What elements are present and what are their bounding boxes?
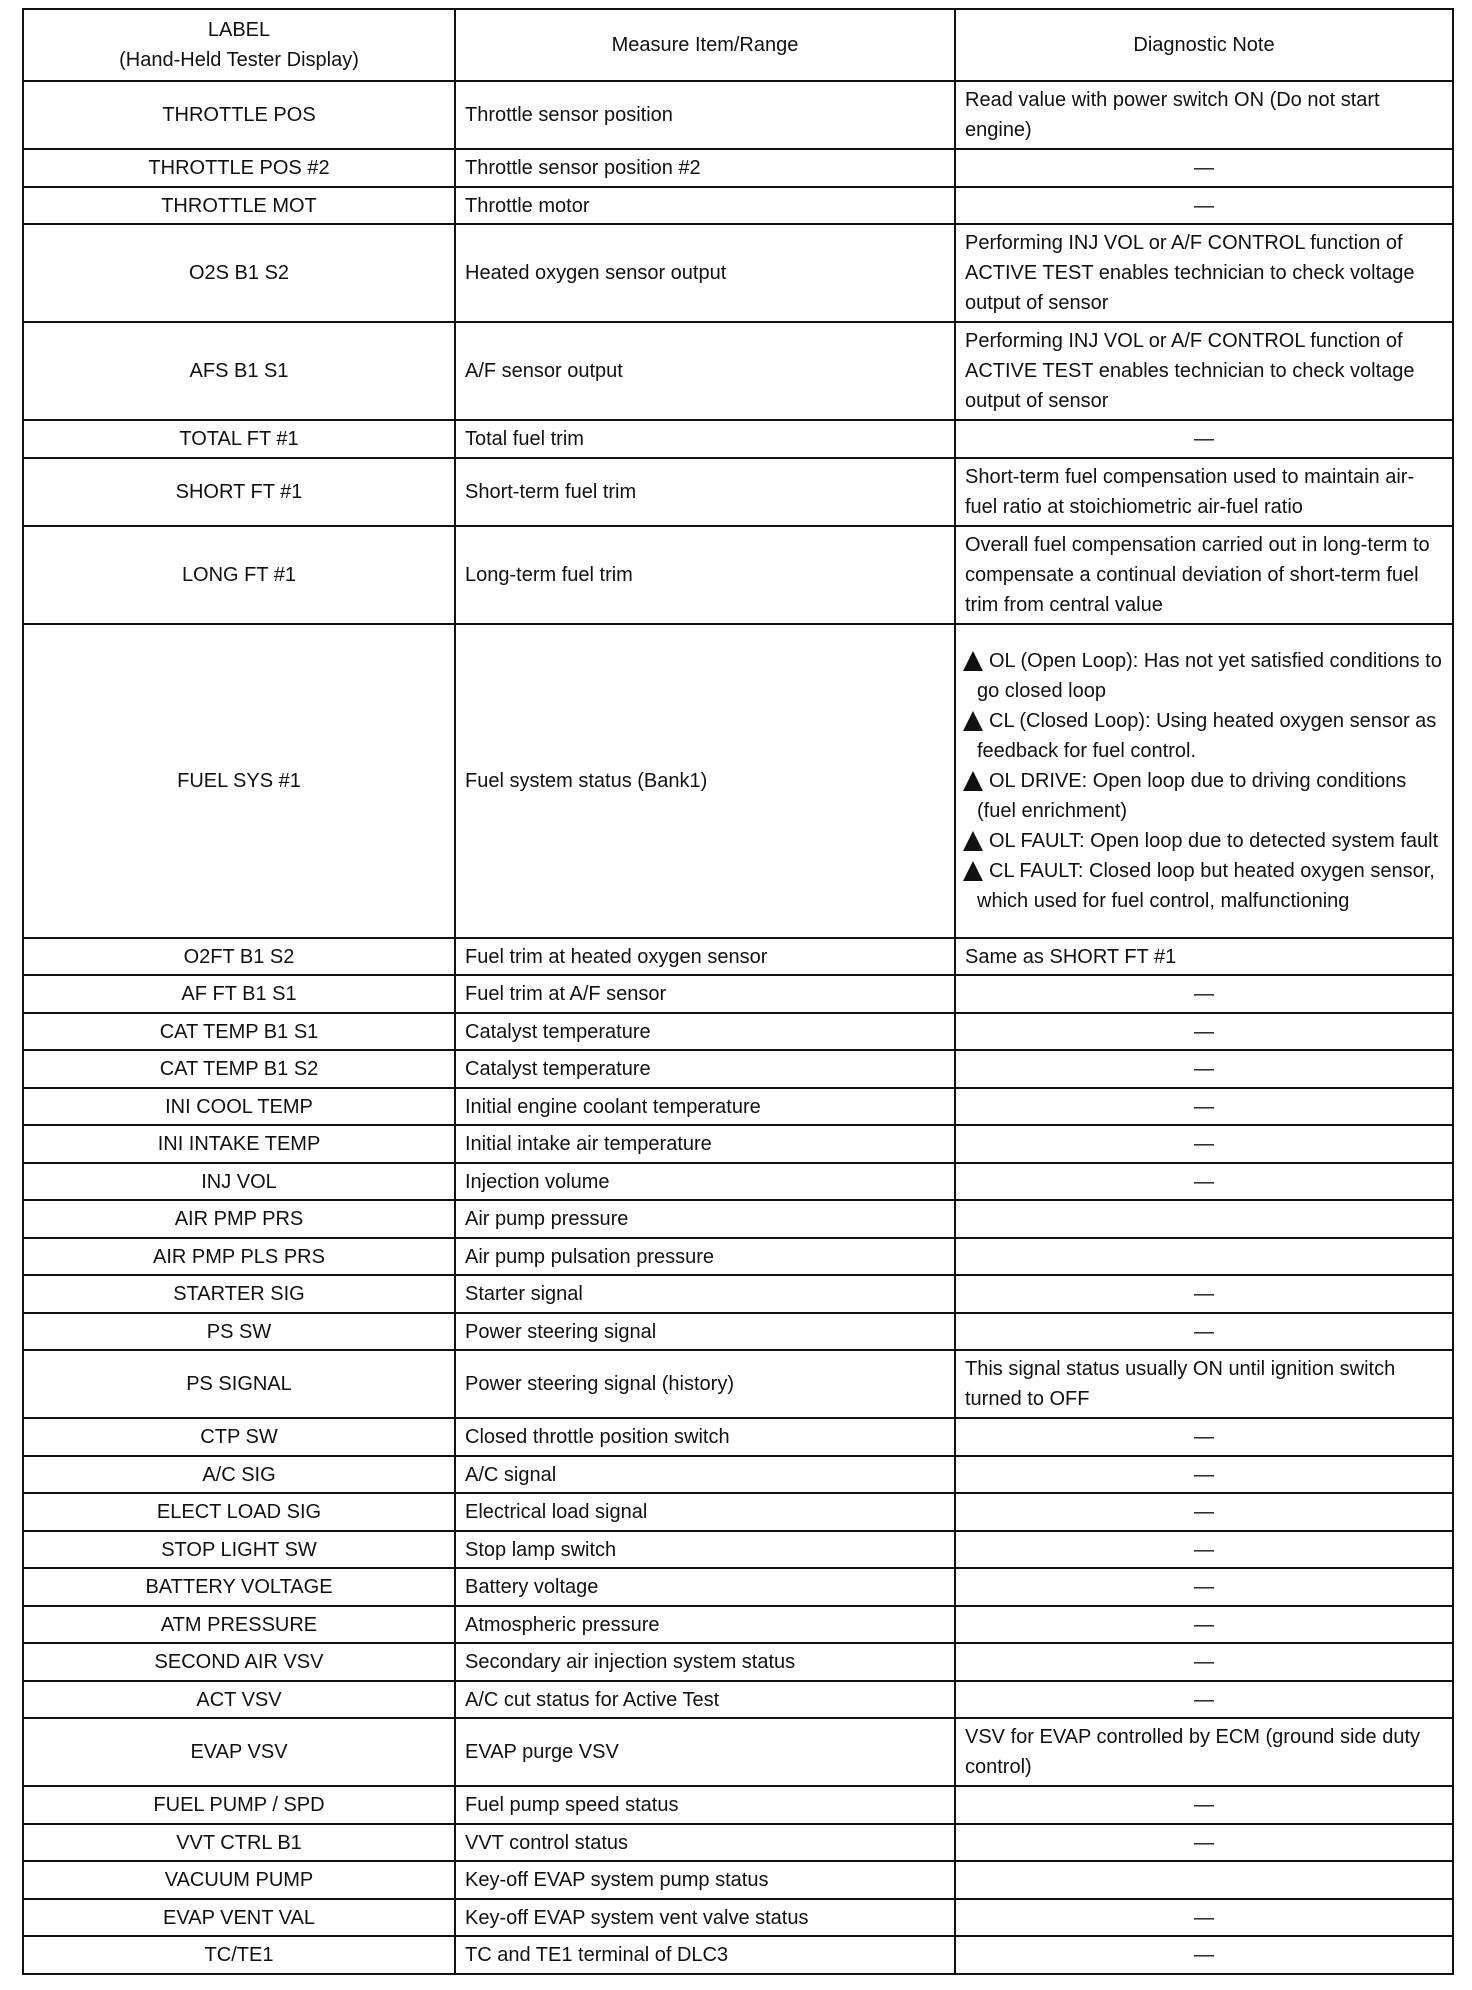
note-cell: — bbox=[955, 1786, 1453, 1824]
triangle-bullet-icon bbox=[963, 771, 983, 791]
measure-column-header: Measure Item/Range bbox=[455, 9, 955, 81]
note-column-header: Diagnostic Note bbox=[955, 9, 1453, 81]
note-cell: Performing INJ VOL or A/F CONTROL function of ACTIVE TEST enables technician to check voltage output of sensor bbox=[955, 224, 1453, 322]
note-cell: — bbox=[955, 1050, 1453, 1088]
label-cell: STARTER SIG bbox=[23, 1275, 455, 1313]
label-cell: PS SIGNAL bbox=[23, 1350, 455, 1418]
label-cell: AFS B1 S1 bbox=[23, 322, 455, 420]
label-cell: PS SW bbox=[23, 1313, 455, 1350]
measure-cell: Long-term fuel trim bbox=[455, 526, 955, 624]
table-row bbox=[23, 322, 1453, 420]
measure-cell: Catalyst temperature bbox=[455, 1050, 955, 1088]
label-cell: ELECT LOAD SIG bbox=[23, 1493, 455, 1531]
label-column-header bbox=[23, 9, 455, 81]
label-cell: ATM PRESSURE bbox=[23, 1606, 455, 1643]
label-cell: THROTTLE POS bbox=[23, 81, 455, 149]
measure-cell: EVAP purge VSV bbox=[455, 1718, 955, 1786]
table-row bbox=[23, 1861, 1453, 1899]
measure-cell: Fuel trim at heated oxygen sensor bbox=[455, 938, 955, 975]
measure-cell: VVT control status bbox=[455, 1824, 955, 1861]
triangle-bullet-icon bbox=[963, 861, 983, 881]
note-cell bbox=[955, 1200, 1453, 1238]
label-cell: O2S B1 S2 bbox=[23, 224, 455, 322]
note-cell: — bbox=[955, 1313, 1453, 1350]
fuel-status-item bbox=[965, 826, 1443, 856]
label-cell: TC/TE1 bbox=[23, 1936, 455, 1974]
measure-cell: A/C signal bbox=[455, 1456, 955, 1493]
note-cell: — bbox=[955, 1456, 1453, 1493]
note-cell bbox=[955, 624, 1453, 938]
note-cell: Overall fuel compensation carried out in long-term to compensate a continual deviation of short-term fuel trim from central value bbox=[955, 526, 1453, 624]
label-cell: O2FT B1 S2 bbox=[23, 938, 455, 975]
note-cell: — bbox=[955, 1088, 1453, 1125]
note-cell: — bbox=[955, 1643, 1453, 1681]
note-cell: — bbox=[955, 1568, 1453, 1606]
note-cell: — bbox=[955, 975, 1453, 1013]
table-row bbox=[23, 1824, 1453, 1861]
label-header-line1: LABEL bbox=[207, 19, 271, 41]
label-cell: CAT TEMP B1 S1 bbox=[23, 1013, 455, 1050]
measure-cell: TC and TE1 terminal of DLC3 bbox=[455, 1936, 955, 1974]
measure-cell: Electrical load signal bbox=[455, 1493, 955, 1531]
table-row bbox=[23, 81, 1453, 149]
table-row bbox=[23, 1681, 1453, 1718]
fuel-status-item bbox=[965, 766, 1443, 826]
table-row bbox=[23, 1313, 1453, 1350]
label-cell: SECOND AIR VSV bbox=[23, 1643, 455, 1681]
measure-cell: Air pump pulsation pressure bbox=[455, 1238, 955, 1275]
table-row bbox=[23, 1050, 1453, 1088]
measure-cell: Fuel system status (Bank1) bbox=[455, 624, 955, 938]
note-cell: — bbox=[955, 1418, 1453, 1456]
measure-cell: Secondary air injection system status bbox=[455, 1643, 955, 1681]
fuel-status-item bbox=[965, 646, 1443, 706]
table-row bbox=[23, 420, 1453, 458]
measure-cell: Initial engine coolant temperature bbox=[455, 1088, 955, 1125]
fuel-status-text: CL (Closed Loop): Using heated oxygen sensor as feedback for fuel control. bbox=[977, 710, 1437, 762]
table-row bbox=[23, 624, 1453, 938]
measure-cell: Throttle motor bbox=[455, 187, 955, 224]
table-row bbox=[23, 1456, 1453, 1493]
table-row bbox=[23, 1786, 1453, 1824]
label-cell: EVAP VSV bbox=[23, 1718, 455, 1786]
label-cell: THROTTLE POS #2 bbox=[23, 149, 455, 187]
table-row bbox=[23, 1718, 1453, 1786]
table-row bbox=[23, 1418, 1453, 1456]
measure-cell: Key-off EVAP system vent valve status bbox=[455, 1899, 955, 1936]
note-cell: — bbox=[955, 1681, 1453, 1718]
measure-cell: Injection volume bbox=[455, 1163, 955, 1200]
note-cell: Performing INJ VOL or A/F CONTROL function of ACTIVE TEST enables technician to check voltage output of sensor bbox=[955, 322, 1453, 420]
table-row bbox=[23, 224, 1453, 322]
table-row bbox=[23, 975, 1453, 1013]
table-row bbox=[23, 1531, 1453, 1568]
table-row bbox=[23, 1013, 1453, 1050]
measure-cell: Stop lamp switch bbox=[455, 1531, 955, 1568]
fuel-status-text: CL FAULT: Closed loop but heated oxygen sensor, which used for fuel control, malfunctioning bbox=[977, 860, 1435, 912]
table-row bbox=[23, 1899, 1453, 1936]
measure-cell: Initial intake air temperature bbox=[455, 1125, 955, 1163]
measure-cell: Battery voltage bbox=[455, 1568, 955, 1606]
label-cell: VACUUM PUMP bbox=[23, 1861, 455, 1899]
label-cell: INI COOL TEMP bbox=[23, 1088, 455, 1125]
note-cell: — bbox=[955, 1013, 1453, 1050]
note-cell: — bbox=[955, 1936, 1453, 1974]
table-row bbox=[23, 1238, 1453, 1275]
measure-cell: Catalyst temperature bbox=[455, 1013, 955, 1050]
note-cell: — bbox=[955, 1275, 1453, 1313]
table-row bbox=[23, 1643, 1453, 1681]
note-cell: This signal status usually ON until ignition switch turned to OFF bbox=[955, 1350, 1453, 1418]
measure-cell: Throttle sensor position #2 bbox=[455, 149, 955, 187]
fuel-status-text: OL FAULT: Open loop due to detected system fault bbox=[989, 830, 1439, 852]
label-cell: FUEL PUMP / SPD bbox=[23, 1786, 455, 1824]
label-cell: THROTTLE MOT bbox=[23, 187, 455, 224]
label-cell: ACT VSV bbox=[23, 1681, 455, 1718]
measure-cell: Throttle sensor position bbox=[455, 81, 955, 149]
fuel-status-item bbox=[965, 706, 1443, 766]
table-row bbox=[23, 938, 1453, 975]
measure-cell: Starter signal bbox=[455, 1275, 955, 1313]
fuel-status-text: OL DRIVE: Open loop due to driving conditions (fuel enrichment) bbox=[977, 770, 1407, 822]
measure-cell: A/F sensor output bbox=[455, 322, 955, 420]
table-row bbox=[23, 1088, 1453, 1125]
note-cell bbox=[955, 1861, 1453, 1899]
note-cell: — bbox=[955, 1606, 1453, 1643]
table-row bbox=[23, 1350, 1453, 1418]
note-cell: — bbox=[955, 1899, 1453, 1936]
label-cell: CTP SW bbox=[23, 1418, 455, 1456]
fuel-status-list bbox=[965, 646, 1443, 916]
measure-cell: Key-off EVAP system pump status bbox=[455, 1861, 955, 1899]
label-cell: TOTAL FT #1 bbox=[23, 420, 455, 458]
note-cell: — bbox=[955, 149, 1453, 187]
table-row bbox=[23, 1125, 1453, 1163]
label-cell: INJ VOL bbox=[23, 1163, 455, 1200]
table-row bbox=[23, 1275, 1453, 1313]
label-cell: A/C SIG bbox=[23, 1456, 455, 1493]
note-cell bbox=[955, 1238, 1453, 1275]
measure-cell: Heated oxygen sensor output bbox=[455, 224, 955, 322]
table-row bbox=[23, 1493, 1453, 1531]
note-cell: — bbox=[955, 1125, 1453, 1163]
note-cell: Short-term fuel compensation used to maintain air-fuel ratio at stoichiometric air-fuel ratio bbox=[955, 458, 1453, 526]
label-cell: FUEL SYS #1 bbox=[23, 624, 455, 938]
measure-cell: Atmospheric pressure bbox=[455, 1606, 955, 1643]
triangle-bullet-icon bbox=[963, 711, 983, 731]
measure-cell: Closed throttle position switch bbox=[455, 1418, 955, 1456]
measure-cell: Fuel pump speed status bbox=[455, 1786, 955, 1824]
table-body bbox=[23, 81, 1453, 1974]
label-cell: AIR PMP PRS bbox=[23, 1200, 455, 1238]
measure-cell: Power steering signal bbox=[455, 1313, 955, 1350]
table-row bbox=[23, 1200, 1453, 1238]
table-row bbox=[23, 1568, 1453, 1606]
measure-cell: Short-term fuel trim bbox=[455, 458, 955, 526]
note-cell: — bbox=[955, 1493, 1453, 1531]
table-row bbox=[23, 1163, 1453, 1200]
header-row bbox=[23, 9, 1453, 81]
triangle-bullet-icon bbox=[963, 831, 983, 851]
note-cell: — bbox=[955, 1531, 1453, 1568]
note-cell: — bbox=[955, 420, 1453, 458]
label-cell: AF FT B1 S1 bbox=[23, 975, 455, 1013]
measure-cell: Fuel trim at A/F sensor bbox=[455, 975, 955, 1013]
label-header-line2: (Hand-Held Tester Display) bbox=[119, 49, 359, 71]
table-row bbox=[23, 526, 1453, 624]
label-cell: BATTERY VOLTAGE bbox=[23, 1568, 455, 1606]
fuel-status-text: OL (Open Loop): Has not yet satisfied conditions to go closed loop bbox=[977, 650, 1442, 702]
label-cell: SHORT FT #1 bbox=[23, 458, 455, 526]
note-cell: — bbox=[955, 1163, 1453, 1200]
triangle-bullet-icon bbox=[963, 651, 983, 671]
data-list-table bbox=[22, 8, 1454, 1975]
note-cell: — bbox=[955, 187, 1453, 224]
label-cell: EVAP VENT VAL bbox=[23, 1899, 455, 1936]
fuel-status-item bbox=[965, 856, 1443, 916]
table-row bbox=[23, 187, 1453, 224]
measure-cell: Total fuel trim bbox=[455, 420, 955, 458]
note-cell: VSV for EVAP controlled by ECM (ground side duty control) bbox=[955, 1718, 1453, 1786]
label-cell: LONG FT #1 bbox=[23, 526, 455, 624]
label-cell: AIR PMP PLS PRS bbox=[23, 1238, 455, 1275]
table-row bbox=[23, 1606, 1453, 1643]
table-row bbox=[23, 1936, 1453, 1974]
label-cell: INI INTAKE TEMP bbox=[23, 1125, 455, 1163]
note-cell: Same as SHORT FT #1 bbox=[955, 938, 1453, 975]
note-cell: Read value with power switch ON (Do not start engine) bbox=[955, 81, 1453, 149]
label-cell: CAT TEMP B1 S2 bbox=[23, 1050, 455, 1088]
label-cell: STOP LIGHT SW bbox=[23, 1531, 455, 1568]
label-cell: VVT CTRL B1 bbox=[23, 1824, 455, 1861]
table-row bbox=[23, 458, 1453, 526]
measure-cell: Air pump pressure bbox=[455, 1200, 955, 1238]
measure-cell: A/C cut status for Active Test bbox=[455, 1681, 955, 1718]
table-row bbox=[23, 149, 1453, 187]
measure-cell: Power steering signal (history) bbox=[455, 1350, 955, 1418]
note-cell: — bbox=[955, 1824, 1453, 1861]
